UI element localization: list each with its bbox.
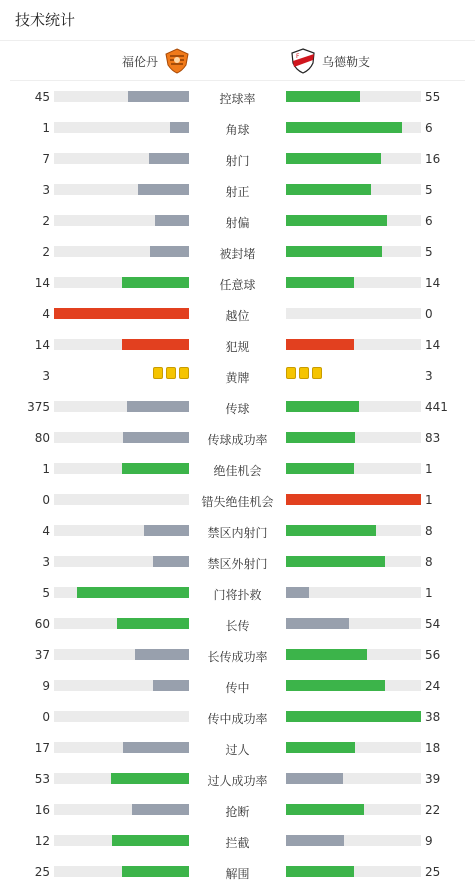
stat-label: 越位 bbox=[225, 309, 250, 323]
home-bar bbox=[149, 153, 190, 164]
home-value: 4 bbox=[42, 307, 50, 321]
away-bar bbox=[286, 91, 360, 102]
home-bar bbox=[127, 401, 189, 412]
home-value: 14 bbox=[34, 276, 50, 290]
stat-label: 任意球 bbox=[219, 278, 256, 292]
yellow-card-icon bbox=[312, 367, 322, 379]
stats-list bbox=[0, 82, 475, 888]
away-value: 16 bbox=[425, 152, 441, 166]
away-bar-track bbox=[286, 91, 421, 102]
home-bar-track bbox=[54, 91, 189, 102]
away-team-name: 乌德勒支 bbox=[322, 54, 371, 69]
home-bar bbox=[153, 556, 189, 567]
home-value: 2 bbox=[42, 214, 50, 228]
home-value: 2 bbox=[42, 245, 50, 259]
home-bar bbox=[54, 308, 189, 319]
stat-label: 传中 bbox=[225, 681, 250, 695]
home-bar bbox=[112, 835, 189, 846]
away-value: 1 bbox=[425, 493, 433, 507]
away-bar bbox=[286, 866, 354, 877]
stat-row bbox=[0, 392, 475, 423]
away-value: 6 bbox=[425, 214, 433, 228]
stat-label: 传球成功率 bbox=[207, 433, 268, 447]
stat-row bbox=[0, 516, 475, 547]
home-bar-track bbox=[54, 866, 189, 877]
away-bar-track bbox=[286, 804, 421, 815]
away-bar bbox=[286, 463, 354, 474]
home-bar-track bbox=[54, 339, 189, 350]
away-bar bbox=[286, 153, 381, 164]
home-bar-track bbox=[54, 556, 189, 567]
away-bar-track bbox=[286, 215, 421, 226]
away-bar bbox=[286, 835, 344, 846]
stat-row bbox=[0, 113, 475, 144]
divider bbox=[10, 80, 465, 81]
away-bar-track bbox=[286, 401, 421, 412]
stat-row bbox=[0, 733, 475, 764]
utrecht-crest-icon bbox=[290, 48, 316, 74]
home-bar bbox=[170, 122, 189, 133]
home-bar-track bbox=[54, 215, 189, 226]
home-value: 0 bbox=[42, 710, 50, 724]
home-bar-track bbox=[54, 742, 189, 753]
home-bar-track bbox=[54, 711, 189, 722]
yellow-card-icon bbox=[286, 367, 296, 379]
away-value: 38 bbox=[425, 710, 441, 724]
away-value: 55 bbox=[425, 90, 441, 104]
stat-row bbox=[0, 330, 475, 361]
away-value: 9 bbox=[425, 834, 433, 848]
home-bar-track bbox=[54, 308, 189, 319]
home-bar-track bbox=[54, 463, 189, 474]
away-bar bbox=[286, 184, 371, 195]
home-value: 45 bbox=[34, 90, 50, 104]
away-bar bbox=[286, 246, 382, 257]
home-bar bbox=[122, 339, 190, 350]
away-bar-track bbox=[286, 587, 421, 598]
home-bar-track bbox=[54, 649, 189, 660]
away-value: 25 bbox=[425, 865, 441, 879]
yellow-card-icon bbox=[153, 367, 163, 379]
away-bar-track bbox=[286, 308, 421, 319]
home-value: 16 bbox=[34, 803, 50, 817]
stat-row bbox=[0, 547, 475, 578]
home-bar-track bbox=[54, 153, 189, 164]
away-value: 1 bbox=[425, 462, 433, 476]
away-value: 83 bbox=[425, 431, 441, 445]
away-bar bbox=[286, 122, 402, 133]
stat-row bbox=[0, 237, 475, 268]
stat-row bbox=[0, 268, 475, 299]
stat-label: 传中成功率 bbox=[207, 712, 268, 726]
stat-label: 禁区外射门 bbox=[207, 557, 268, 571]
stat-label: 传球 bbox=[225, 402, 250, 416]
away-bar-track bbox=[286, 773, 421, 784]
stat-label: 错失绝佳机会 bbox=[201, 495, 274, 509]
home-bar bbox=[138, 184, 189, 195]
home-value: 3 bbox=[42, 369, 50, 383]
away-bar-track bbox=[286, 680, 421, 691]
away-value: 54 bbox=[425, 617, 441, 631]
home-bar-track bbox=[54, 835, 189, 846]
away-value: 3 bbox=[425, 369, 433, 383]
stat-row bbox=[0, 609, 475, 640]
stat-row bbox=[0, 423, 475, 454]
away-bar-track bbox=[286, 246, 421, 257]
yellow-card-icon bbox=[166, 367, 176, 379]
away-value: 8 bbox=[425, 524, 433, 538]
away-bar bbox=[286, 773, 343, 784]
away-bar-track bbox=[286, 494, 421, 505]
home-bar bbox=[122, 866, 190, 877]
away-value: 39 bbox=[425, 772, 441, 786]
home-bar-track bbox=[54, 246, 189, 257]
home-bar-track bbox=[54, 525, 189, 536]
stat-row bbox=[0, 857, 475, 888]
home-bar bbox=[122, 463, 190, 474]
away-bar-track bbox=[286, 184, 421, 195]
home-bar bbox=[153, 680, 189, 691]
home-value: 7 bbox=[42, 152, 50, 166]
stat-label: 射偏 bbox=[225, 216, 250, 230]
away-bar-track bbox=[286, 463, 421, 474]
home-value: 5 bbox=[42, 586, 50, 600]
yellow-card-icon bbox=[179, 367, 189, 379]
home-bar bbox=[123, 742, 189, 753]
away-value: 24 bbox=[425, 679, 441, 693]
yellow-card-icon bbox=[299, 367, 309, 379]
home-bar bbox=[122, 277, 190, 288]
home-bar-track bbox=[54, 618, 189, 629]
home-value: 14 bbox=[34, 338, 50, 352]
away-value: 56 bbox=[425, 648, 441, 662]
home-value: 4 bbox=[42, 524, 50, 538]
stat-row bbox=[0, 702, 475, 733]
stat-row bbox=[0, 485, 475, 516]
away-bar bbox=[286, 432, 355, 443]
stat-row bbox=[0, 764, 475, 795]
stat-label: 射门 bbox=[225, 154, 250, 168]
away-value: 14 bbox=[425, 276, 441, 290]
home-bar-track bbox=[54, 277, 189, 288]
home-bar-track bbox=[54, 587, 189, 598]
away-bar bbox=[286, 711, 421, 722]
home-value: 9 bbox=[42, 679, 50, 693]
away-bar bbox=[286, 587, 309, 598]
home-value: 37 bbox=[34, 648, 50, 662]
away-bar bbox=[286, 804, 364, 815]
away-value: 8 bbox=[425, 555, 433, 569]
away-value: 6 bbox=[425, 121, 433, 135]
away-bar-track bbox=[286, 711, 421, 722]
away-bar bbox=[286, 215, 387, 226]
away-bar-track bbox=[286, 122, 421, 133]
away-bar bbox=[286, 277, 354, 288]
away-bar-track bbox=[286, 618, 421, 629]
away-bar bbox=[286, 742, 355, 753]
home-bar-track bbox=[54, 184, 189, 195]
stat-label: 解围 bbox=[225, 867, 250, 881]
stat-row bbox=[0, 826, 475, 857]
stat-label: 抢断 bbox=[225, 805, 250, 819]
away-bar-track bbox=[286, 742, 421, 753]
away-value: 0 bbox=[425, 307, 433, 321]
away-value: 5 bbox=[425, 245, 433, 259]
stat-row bbox=[0, 640, 475, 671]
away-bar-track bbox=[286, 556, 421, 567]
away-bar-track bbox=[286, 866, 421, 877]
home-value: 17 bbox=[34, 741, 50, 755]
stat-row bbox=[0, 454, 475, 485]
away-value: 14 bbox=[425, 338, 441, 352]
away-bar bbox=[286, 649, 367, 660]
away-yellow-cards bbox=[286, 367, 322, 380]
away-bar-track bbox=[286, 835, 421, 846]
away-bar bbox=[286, 556, 385, 567]
away-bar-track bbox=[286, 277, 421, 288]
home-bar-track bbox=[54, 122, 189, 133]
stat-label: 射正 bbox=[225, 185, 250, 199]
stat-label: 过人 bbox=[225, 743, 250, 757]
home-value: 60 bbox=[34, 617, 50, 631]
stat-row bbox=[0, 144, 475, 175]
stat-label: 禁区内射门 bbox=[207, 526, 268, 540]
home-bar bbox=[144, 525, 189, 536]
stat-label: 犯规 bbox=[225, 340, 250, 354]
away-value: 1 bbox=[425, 586, 433, 600]
away-bar bbox=[286, 525, 376, 536]
stat-row bbox=[0, 578, 475, 609]
home-bar bbox=[111, 773, 189, 784]
home-value: 25 bbox=[34, 865, 50, 879]
page-title: 技术统计 bbox=[15, 11, 76, 29]
home-value: 3 bbox=[42, 555, 50, 569]
stat-row bbox=[0, 361, 475, 392]
stat-row bbox=[0, 795, 475, 826]
home-team-name: 福伦丹 bbox=[121, 54, 158, 69]
home-bar-track bbox=[54, 432, 189, 443]
home-value: 0 bbox=[42, 493, 50, 507]
home-value: 1 bbox=[42, 121, 50, 135]
stat-label: 长传 bbox=[225, 619, 250, 633]
stat-label: 黄牌 bbox=[225, 371, 250, 385]
stat-label: 长传成功率 bbox=[207, 650, 268, 664]
home-bar bbox=[135, 649, 189, 660]
away-value: 22 bbox=[425, 803, 441, 817]
home-value: 1 bbox=[42, 462, 50, 476]
home-bar-track bbox=[54, 773, 189, 784]
away-bar bbox=[286, 401, 359, 412]
away-bar-track bbox=[286, 432, 421, 443]
home-value: 80 bbox=[34, 431, 50, 445]
stat-label: 拦截 bbox=[225, 836, 250, 850]
home-bar bbox=[150, 246, 189, 257]
home-value: 53 bbox=[34, 772, 50, 786]
away-value: 18 bbox=[425, 741, 441, 755]
stat-label: 门将扑救 bbox=[213, 588, 262, 602]
home-bar-track bbox=[54, 494, 189, 505]
home-bar bbox=[117, 618, 189, 629]
home-value: 12 bbox=[34, 834, 50, 848]
stat-label: 角球 bbox=[225, 123, 250, 137]
home-bar-track bbox=[54, 804, 189, 815]
stat-row bbox=[0, 299, 475, 330]
home-bar-track bbox=[54, 401, 189, 412]
svg-text:F: F bbox=[296, 53, 300, 60]
away-bar-track bbox=[286, 649, 421, 660]
divider bbox=[0, 40, 475, 41]
away-bar bbox=[286, 618, 349, 629]
home-value: 3 bbox=[42, 183, 50, 197]
stat-row bbox=[0, 175, 475, 206]
away-bar-track bbox=[286, 153, 421, 164]
away-value: 441 bbox=[425, 400, 448, 414]
home-yellow-cards bbox=[153, 367, 189, 380]
away-bar bbox=[286, 680, 385, 691]
home-bar bbox=[123, 432, 189, 443]
stat-row bbox=[0, 671, 475, 702]
home-bar bbox=[132, 804, 189, 815]
away-team[interactable] bbox=[290, 45, 370, 77]
home-bar bbox=[77, 587, 189, 598]
home-team[interactable] bbox=[122, 45, 190, 77]
home-bar bbox=[155, 215, 189, 226]
teams-header bbox=[0, 45, 475, 77]
away-bar bbox=[286, 494, 421, 505]
stat-label: 绝佳机会 bbox=[213, 464, 262, 478]
stat-label: 被封堵 bbox=[219, 247, 256, 261]
stat-row bbox=[0, 82, 475, 113]
stat-label: 过人成功率 bbox=[207, 774, 268, 788]
away-bar-track bbox=[286, 525, 421, 536]
home-bar bbox=[128, 91, 189, 102]
away-bar-track bbox=[286, 339, 421, 350]
stat-row bbox=[0, 206, 475, 237]
home-bar-track bbox=[54, 680, 189, 691]
home-value: 375 bbox=[27, 400, 50, 414]
volendam-crest-icon bbox=[164, 48, 190, 74]
away-bar bbox=[286, 339, 354, 350]
stat-label: 控球率 bbox=[219, 92, 256, 106]
away-value: 5 bbox=[425, 183, 433, 197]
